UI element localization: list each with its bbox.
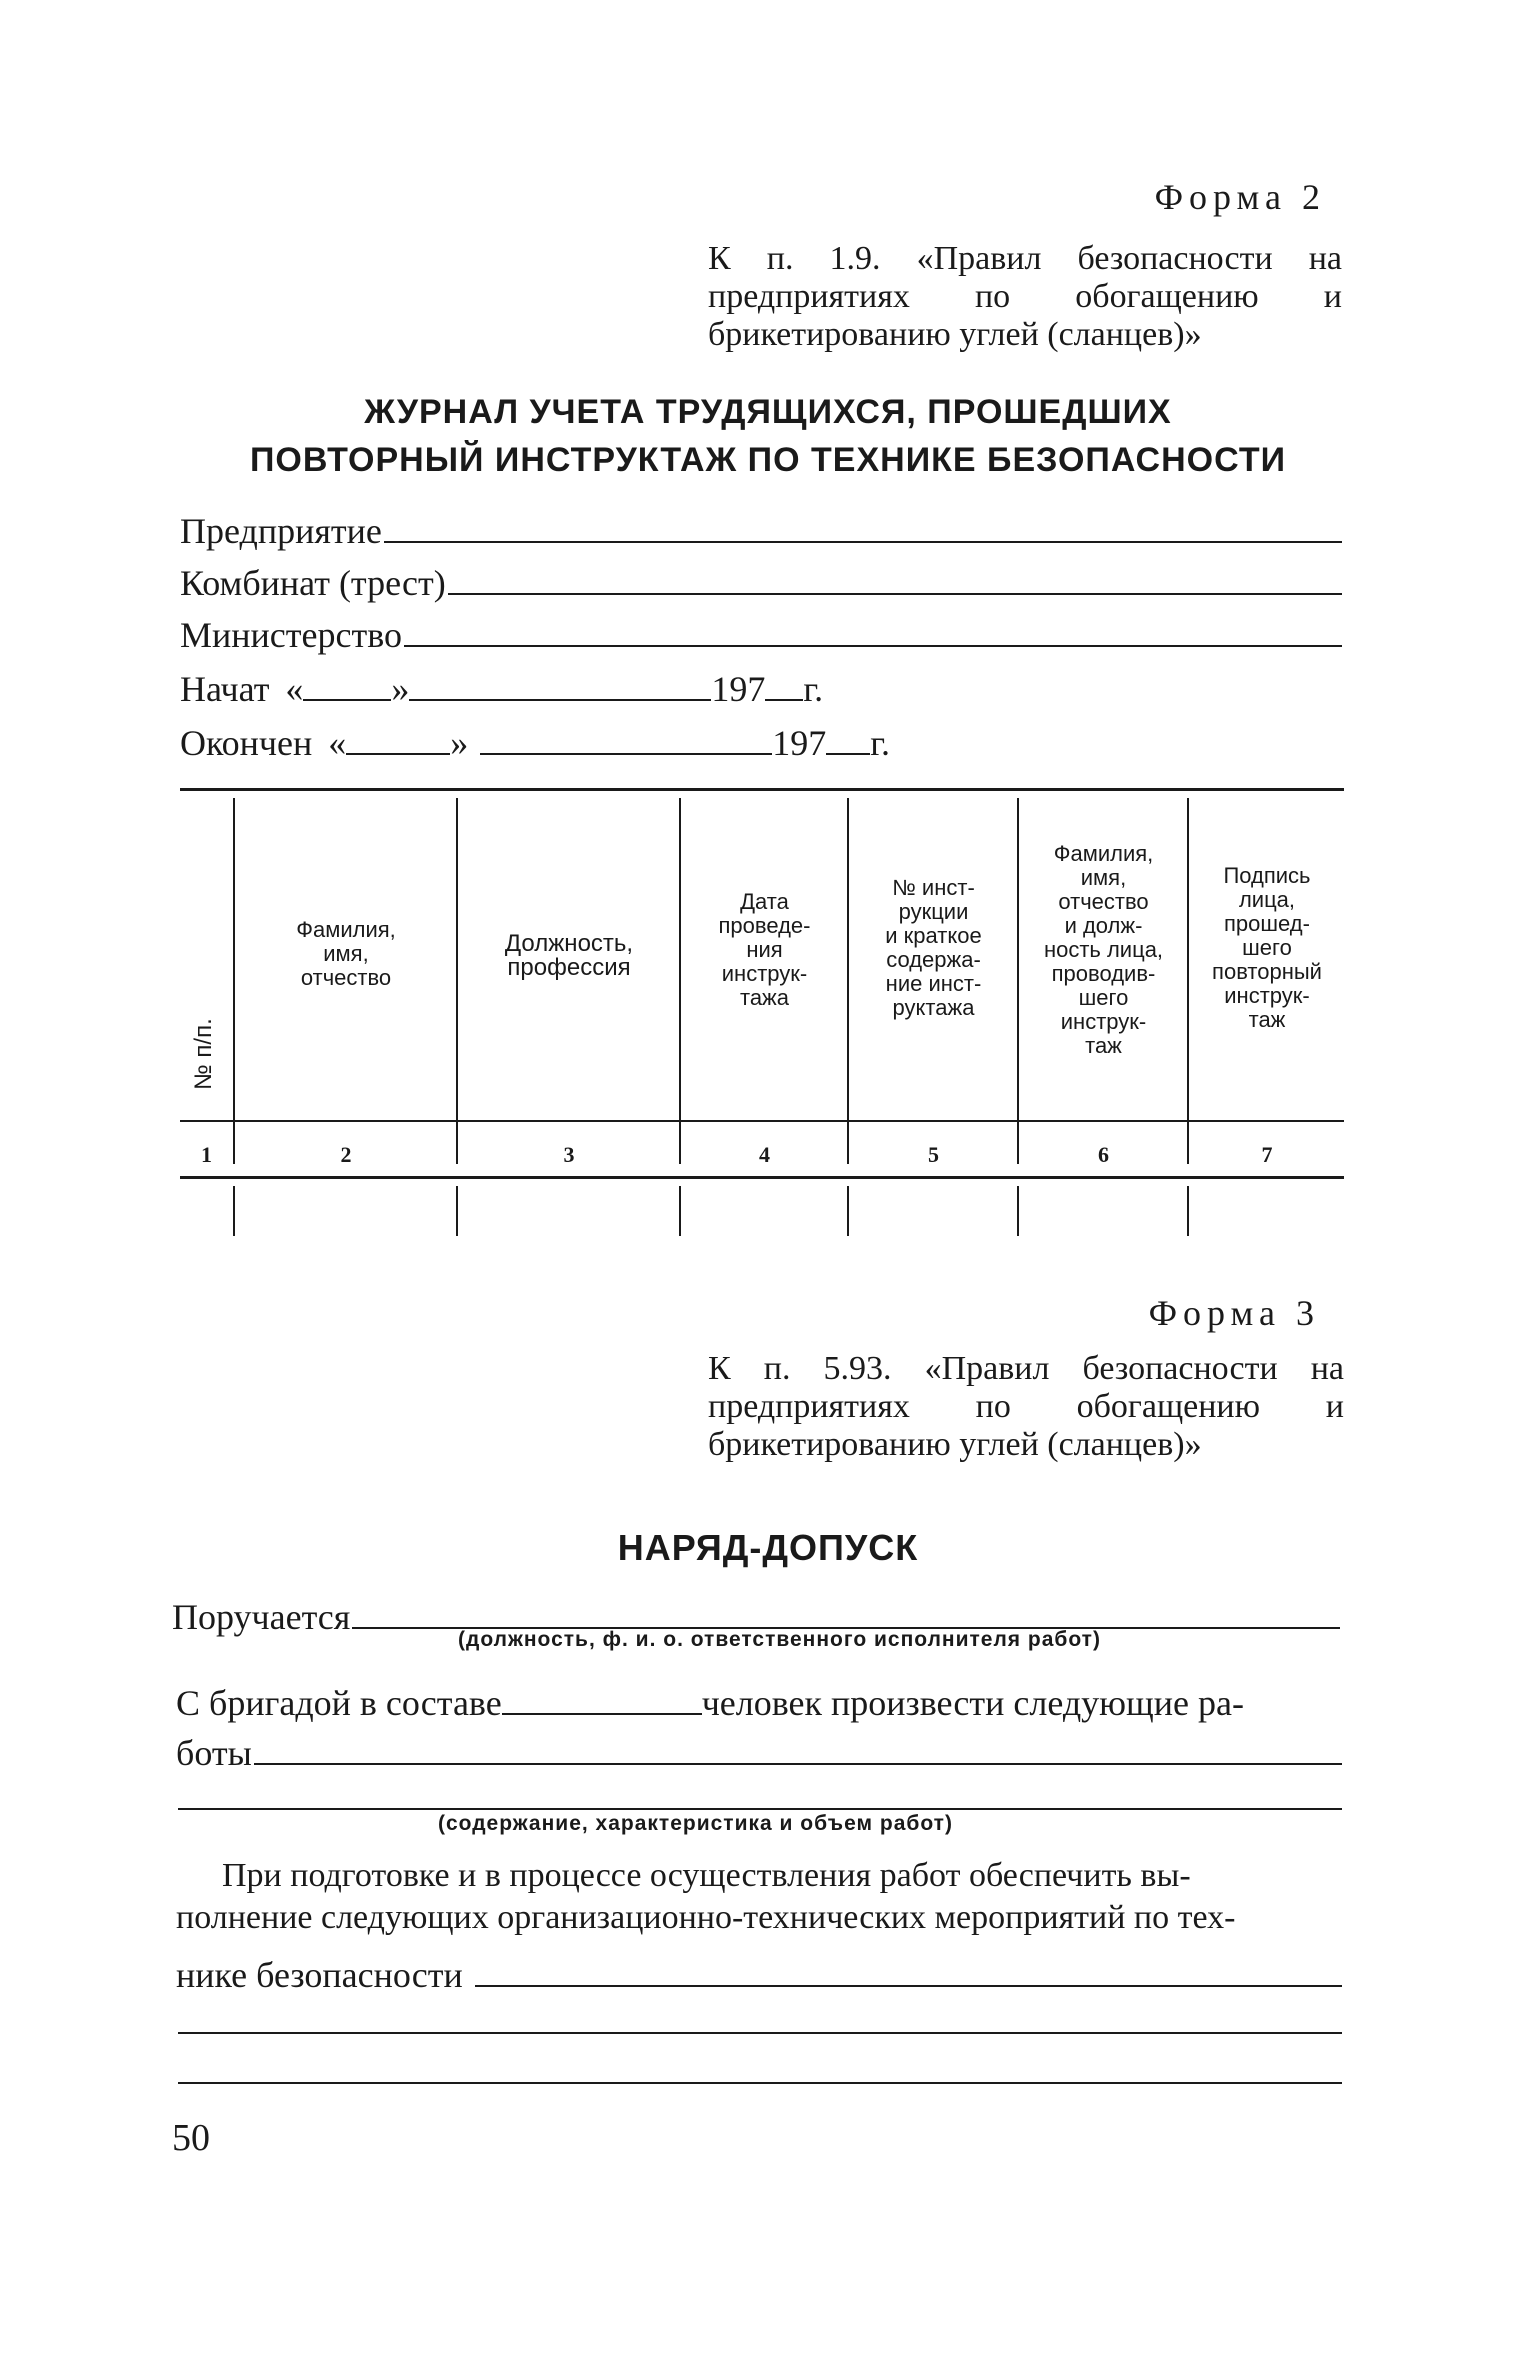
ministry-line[interactable] (404, 645, 1342, 647)
assigned-caption: (должность, ф. и. о. ответственного исполнителя работ) (458, 1628, 1101, 1651)
started-quote-open: « (285, 669, 304, 709)
header-line: инструк- (1060, 1009, 1147, 1034)
header-line: таж (1248, 1007, 1286, 1032)
header-line: имя, (1080, 865, 1127, 890)
header-line: проводив- (1051, 961, 1156, 986)
brigade-label: С бригадой в составе (176, 1683, 502, 1723)
works-line[interactable] (254, 1763, 1342, 1765)
column-number: 4 (759, 1142, 770, 1167)
finished-day-line[interactable] (346, 753, 450, 755)
column-divider (456, 798, 458, 1164)
header-line: проведе- (718, 913, 811, 938)
body-column-divider (233, 1186, 235, 1236)
started-year-suffix: г. (803, 669, 824, 709)
header-line: шего (1242, 935, 1292, 960)
header-line: инструк- (1224, 983, 1310, 1008)
ministry-field[interactable] (180, 614, 1342, 656)
works-caption: (содержание, характеристика и объем работ) (438, 1812, 953, 1835)
column-divider (233, 798, 235, 1164)
body-column-divider (679, 1186, 681, 1236)
started-month-line[interactable] (409, 699, 711, 701)
enterprise-line[interactable] (384, 541, 1342, 543)
header-line: Дата (740, 889, 789, 914)
header-instruction (850, 876, 1017, 1020)
table-top-border (180, 788, 1344, 791)
header-line: повторный (1212, 959, 1322, 984)
assigned-label: Поручается (172, 1597, 351, 1637)
safety-paragraph-line2: полнение следующих организационно-технических мероприятий по тех- (176, 1899, 1236, 1936)
header-line: отчество (1058, 889, 1149, 914)
enterprise-label: Предприятие (180, 511, 382, 551)
column-number: 6 (1098, 1142, 1109, 1167)
column-number: 3 (563, 1142, 575, 1167)
column-divider (679, 798, 681, 1164)
started-quote-close: » (391, 669, 410, 709)
header-line: Фамилия, (1053, 841, 1154, 866)
body-column-divider (1187, 1186, 1189, 1236)
works-line-2[interactable] (178, 1808, 1342, 1810)
header-bottom-line (180, 1120, 1344, 1122)
started-day-line[interactable] (303, 699, 391, 701)
form3-label: Форма 3 (1148, 1293, 1320, 1333)
header-date (682, 890, 847, 1010)
header-line: таж (1085, 1033, 1122, 1058)
combine-label: Комбинат (трест) (180, 563, 446, 603)
header-instructor (1020, 842, 1187, 1058)
numbers-bottom-line (180, 1176, 1344, 1179)
works-label: боты (176, 1733, 252, 1773)
header-line: содержа- (886, 947, 981, 972)
body-column-divider (847, 1186, 849, 1236)
form2-title-line2: ПОВТОРНЫЙ ИНСТРУКТАЖ ПО ТЕХНИКЕ БЕЗОПАСНОСТИ (249, 441, 1287, 479)
finished-year-prefix: 197 (772, 723, 827, 763)
header-line: ность лица, (1043, 937, 1164, 962)
column-divider (847, 798, 849, 1164)
header-position (459, 932, 679, 980)
form3-title: НАРЯД-ДОПУСК (617, 1527, 919, 1568)
safety-line-2[interactable] (178, 2032, 1342, 2034)
header-line: и краткое (885, 923, 982, 948)
safety-field[interactable] (176, 1954, 1342, 1996)
header-line: руктажа (892, 995, 975, 1020)
finished-quote-open: « (328, 723, 347, 763)
brigade-count-line[interactable] (502, 1713, 702, 1715)
brigade-text: человек произвести следующие ра- (701, 1683, 1244, 1723)
started-field[interactable] (180, 668, 823, 710)
started-year-prefix: 197 (711, 669, 766, 709)
column-number: 1 (201, 1142, 212, 1167)
finished-month-line[interactable] (480, 753, 772, 755)
combine-field[interactable] (180, 562, 1342, 604)
header-line: профессия (507, 954, 631, 981)
finished-label: Окончен (180, 723, 313, 763)
header-line: Подпись (1223, 863, 1311, 888)
started-label: Начат (180, 669, 270, 709)
body-column-divider (1017, 1186, 1019, 1236)
brigade-field[interactable] (176, 1682, 1342, 1724)
header-line: Фамилия, (296, 917, 396, 942)
header-signature (1190, 864, 1344, 1032)
safety-line[interactable] (475, 1985, 1342, 1987)
combine-line[interactable] (448, 593, 1342, 595)
safety-line-3[interactable] (178, 2082, 1342, 2084)
finished-field[interactable] (180, 722, 890, 764)
header-number-text: № п/п. (190, 1018, 217, 1090)
works-field[interactable] (176, 1732, 1342, 1774)
column-number: 7 (1261, 1142, 1273, 1167)
form2-label: Форма 2 (1154, 177, 1326, 217)
header-line: тажа (739, 985, 790, 1010)
form2-reference: К п. 1.9. «Правил безопасности на предприятиях по обогащению и брикетированию углей (сланцев)» (708, 240, 1342, 353)
page-number: 50 (172, 2117, 210, 2159)
header-line: лица, (1238, 887, 1296, 912)
header-line: ния (746, 937, 783, 962)
header-line: инструк- (721, 961, 808, 986)
finished-year-line[interactable] (826, 753, 870, 755)
header-name (236, 918, 456, 990)
column-number: 5 (928, 1142, 939, 1167)
header-line: ние инст- (885, 971, 982, 996)
header-line: № инст- (892, 875, 975, 900)
header-line: прошед- (1224, 911, 1310, 936)
header-line: имя, (323, 941, 369, 966)
column-divider (1187, 798, 1189, 1164)
header-line: шего (1078, 985, 1129, 1010)
enterprise-field[interactable] (180, 510, 1342, 552)
started-year-line[interactable] (765, 699, 803, 701)
header-line: и долж- (1064, 913, 1143, 938)
column-divider (1017, 798, 1019, 1164)
header-line: Должность, (504, 930, 634, 957)
column-number: 2 (340, 1142, 352, 1167)
form2-title-line1: ЖУРНАЛ УЧЕТА ТРУДЯЩИХСЯ, ПРОШЕДШИХ (364, 393, 1172, 431)
finished-quote-close: » (450, 723, 469, 763)
ministry-label: Министерство (180, 615, 402, 655)
body-column-divider (456, 1186, 458, 1236)
header-line: рукции (898, 899, 969, 924)
header-line: отчество (300, 965, 392, 990)
safety-paragraph-line1: При подготовке и в процессе осуществления работ обеспечить вы- (222, 1857, 1191, 1894)
safety-label: нике безопасности (176, 1955, 463, 1995)
finished-year-suffix: г. (870, 723, 890, 763)
form3-reference: К п. 5.93. «Правил безопасности на предприятиях по обогащению и брикетированию углей (сланцев)» (708, 1350, 1344, 1463)
